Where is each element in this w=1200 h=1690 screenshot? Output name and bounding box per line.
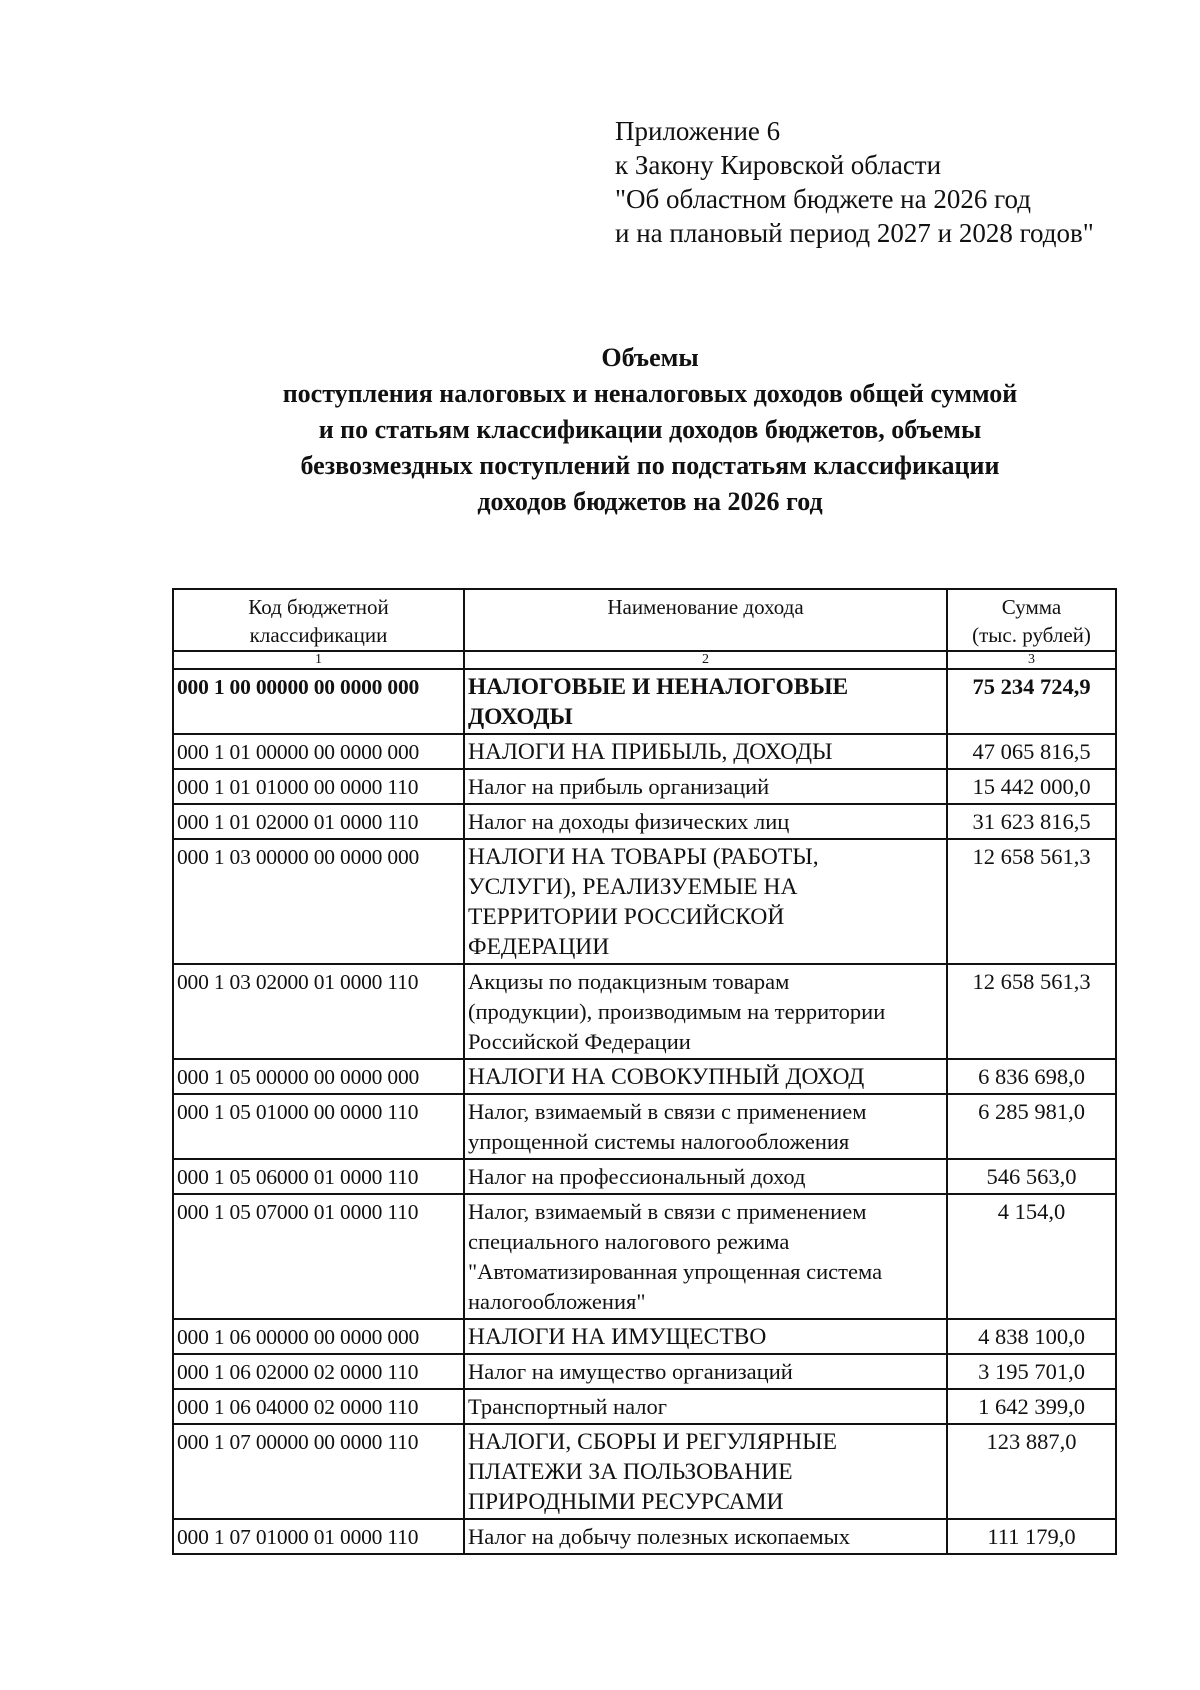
title-line: доходов бюджетов на 2026 год [477,487,823,516]
amount-cell: 1 642 399,0 [947,1389,1116,1424]
header-code [173,589,464,651]
appendix-reference [615,114,1094,250]
income-name-cell [464,1319,947,1354]
income-name-cell [464,769,947,804]
income-name-line: НАЛОГИ НА ТОВАРЫ (РАБОТЫ, [468,844,819,870]
income-name-cell [464,1094,947,1159]
appendix-line: Приложение 6 [615,116,781,146]
income-name-cell [464,1519,947,1554]
amount-cell: 4 838 100,0 [947,1319,1116,1354]
amount-cell: 47 065 816,5 [947,734,1116,769]
income-name-line: ПЛАТЕЖИ ЗА ПОЛЬЗОВАНИЕ [468,1459,793,1485]
budget-code-cell: 000 1 05 01000 00 0000 110 [173,1094,464,1159]
amount-cell: 12 658 561,3 [947,839,1116,964]
table-row [173,1319,1116,1354]
budget-code-cell: 000 1 01 01000 00 0000 110 [173,769,464,804]
amount-cell: 6 285 981,0 [947,1094,1116,1159]
income-name-line: Налог на добычу полезных ископаемых [468,1524,850,1549]
budget-code-cell: 000 1 05 00000 00 0000 000 [173,1059,464,1094]
budget-code-cell: 000 1 05 06000 01 0000 110 [173,1159,464,1194]
table-row [173,839,1116,964]
title-line: безвозмездных поступлений по подстатьям классификации [300,451,1000,480]
appendix-line: и на плановый период 2027 и 2028 годов" [615,218,1094,248]
income-name-line: НАЛОГИ, СБОРЫ И РЕГУЛЯРНЫЕ [468,1429,837,1455]
budget-code-cell: 000 1 01 00000 00 0000 000 [173,734,464,769]
table-row [173,1424,1116,1519]
amount-cell: 75 234 724,9 [947,669,1116,734]
budget-code-cell: 000 1 01 02000 01 0000 110 [173,804,464,839]
budget-code-cell: 000 1 07 00000 00 0000 110 [173,1424,464,1519]
income-name-cell [464,1424,947,1519]
income-name-cell [464,669,947,734]
income-name-line: Налог на профессиональный доход [468,1164,806,1189]
income-name-cell [464,964,947,1059]
income-name-line: Налог на прибыль организаций [468,774,770,799]
header-name [464,589,947,651]
income-name-line: упрощенной системы налогообложения [468,1129,850,1154]
income-name-cell [464,839,947,964]
income-name-cell [464,1159,947,1194]
amount-cell: 111 179,0 [947,1519,1116,1554]
budget-code-cell: 000 1 05 07000 01 0000 110 [173,1194,464,1319]
income-name-line: Акцизы по подакцизным товарам [468,969,790,994]
header-code-line: классификации [249,623,388,647]
income-name-line: ФЕДЕРАЦИИ [468,934,610,960]
amount-cell: 546 563,0 [947,1159,1116,1194]
amount-cell: 12 658 561,3 [947,964,1116,1059]
amount-cell: 31 623 816,5 [947,804,1116,839]
income-name-line: Налог на имущество организаций [468,1359,793,1384]
column-number: 3 [947,651,1116,669]
table-row [173,734,1116,769]
title-line: Объемы [601,343,699,372]
income-name-line: НАЛОГИ НА ИМУЩЕСТВО [468,1324,767,1350]
title-line: поступления налоговых и неналоговых доходов общей суммой [282,379,1018,408]
income-name-line: Российской Федерации [468,1029,691,1054]
income-name-line: НАЛОГОВЫЕ И НЕНАЛОГОВЫЕ [468,674,849,700]
income-name-line: налогообложения" [468,1289,646,1314]
income-name-line: "Автоматизированная упрощенная система [468,1259,883,1284]
amount-cell: 4 154,0 [947,1194,1116,1319]
appendix-line: к Закону Кировской области [615,150,942,180]
income-name-line: Налог, взимаемый в связи с применением [468,1099,867,1124]
income-name-line: (продукции), производимым на территории [468,999,886,1024]
budget-code-cell: 000 1 06 00000 00 0000 000 [173,1319,464,1354]
amount-cell: 3 195 701,0 [947,1354,1116,1389]
column-number-row [173,651,1116,669]
income-name-line: ТЕРРИТОРИИ РОССИЙСКОЙ [468,904,785,930]
income-name-cell [464,804,947,839]
budget-code-cell: 000 1 06 02000 02 0000 110 [173,1354,464,1389]
income-name-cell [464,1389,947,1424]
appendix-line: "Об областном бюджете на 2026 год [615,184,1031,214]
column-number: 1 [173,651,464,669]
income-name-line: Налог на доходы физических лиц [468,809,790,834]
table-header-row [173,589,1116,651]
table-row [173,1389,1116,1424]
income-name-cell [464,734,947,769]
table-row [173,769,1116,804]
amount-cell: 6 836 698,0 [947,1059,1116,1094]
table-body [173,669,1116,1554]
table-row [173,1519,1116,1554]
header-amount-line: (тыс. рублей) [972,623,1091,647]
table-row [173,1194,1116,1319]
income-name-line: ДОХОДЫ [468,704,573,730]
table-row [173,964,1116,1059]
table-row [173,1159,1116,1194]
title-line: и по статьям классификации доходов бюджетов, объемы [318,415,982,444]
header-code-line: Код бюджетной [248,595,389,619]
income-name-line: ПРИРОДНЫМИ РЕСУРСАМИ [468,1489,784,1515]
budget-code-cell: 000 1 00 00000 00 0000 000 [173,669,464,734]
table-row [173,1094,1116,1159]
budget-code-cell: 000 1 07 01000 01 0000 110 [173,1519,464,1554]
table-row [173,1354,1116,1389]
header-amount-line: Сумма [1001,595,1062,619]
column-number: 2 [464,651,947,669]
budget-code-cell: 000 1 03 02000 01 0000 110 [173,964,464,1059]
income-name-cell [464,1194,947,1319]
income-name-cell [464,1059,947,1094]
income-name-cell [464,1354,947,1389]
revenue-table [172,588,1117,1555]
budget-code-cell: 000 1 03 00000 00 0000 000 [173,839,464,964]
header-amount [947,589,1116,651]
amount-cell: 15 442 000,0 [947,769,1116,804]
document-title [0,340,1200,520]
budget-code-cell: 000 1 06 04000 02 0000 110 [173,1389,464,1424]
income-name-line: Транспортный налог [468,1394,667,1419]
income-name-line: НАЛОГИ НА ПРИБЫЛЬ, ДОХОДЫ [468,739,833,765]
table-row [173,1059,1116,1094]
income-name-line: специального налогового режима [468,1229,790,1254]
header-name-line: Наименование дохода [607,595,804,619]
income-name-line: УСЛУГИ), РЕАЛИЗУЕМЫЕ НА [468,874,798,900]
income-name-line: Налог, взимаемый в связи с применением [468,1199,867,1224]
table-row [173,669,1116,734]
table-row [173,804,1116,839]
income-name-line: НАЛОГИ НА СОВОКУПНЫЙ ДОХОД [468,1064,865,1090]
amount-cell: 123 887,0 [947,1424,1116,1519]
